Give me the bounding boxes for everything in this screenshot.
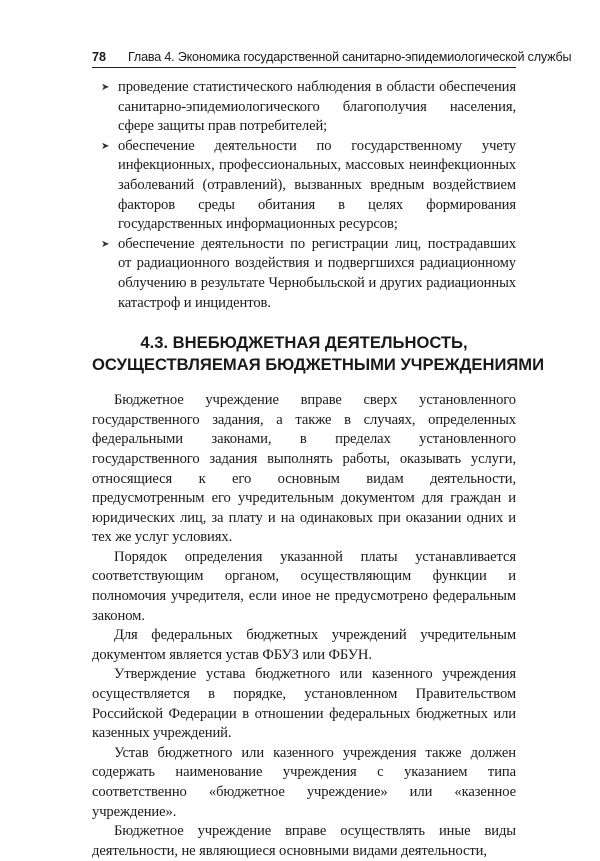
document-page <box>92 50 572 861</box>
chapter-title: Глава 4. Экономика государственной санитарно-эпидемиологической службы <box>128 50 572 64</box>
body-paragraph: Порядок определения указанной платы устанавливается соответствующим органом, осуществляющим функции и полномочия учредителя, если иное не предусмотрено федеральным законом. <box>92 548 516 624</box>
bullet-text: обеспечение деятельности по государственному учету инфекционных, профессиональных, массовых неинфекционных заболеваний (отравлений), вызванных вредным воздействием факторов среды обитания в целях формирования государственных информационных ресурсов; <box>118 137 516 233</box>
section-heading <box>92 332 545 376</box>
body-paragraph: Бюджетное учреждение вправе осуществлять иные виды деятельности, не являющиеся основными видами деятельности, <box>92 823 516 859</box>
bullet-marker-icon: ➤ <box>101 238 110 250</box>
body-paragraph: Для федеральных бюджетных учреждений учредительным документом является устав ФБУЗ или ФБУН. <box>92 627 516 663</box>
bullet-item <box>101 235 516 313</box>
section-heading-line-1: 4.3. ВНЕБЮДЖЕТНАЯ ДЕЯТЕЛЬНОСТЬ, <box>140 333 468 353</box>
bullet-item <box>101 137 516 235</box>
section-heading-line-2: ОСУЩЕСТВЛЯЕМАЯ БЮДЖЕТНЫМИ УЧРЕЖДЕНИЯМИ <box>92 355 545 375</box>
bullet-text: проведение статистического наблюдения в области обеспечения санитарно-эпидемиологического благополучия населения, сфере защиты прав потребителей; <box>118 79 516 135</box>
body-paragraph: Устав бюджетного или казенного учреждения также должен содержать наименование учреждения с указанием типа соответственно «бюджетное учреждение» или «казенное учреждение». <box>92 744 516 820</box>
page-number: 78 <box>92 50 107 64</box>
bullet-text: обеспечение деятельности по регистрации лиц, пострадавших от радиационного воздействия и подвергшихся радиационному облучению в результате Чернобыльской и других радиационных катастроф и инцидентов. <box>118 235 516 311</box>
body-paragraph: Утверждение устава бюджетного или казенного учреждения осуществляется в порядке, установленном Правительством Российской Федерации в отношении федеральных бюджетных или казенных учреждений. <box>92 666 516 742</box>
body-paragraph: Бюджетное учреждение вправе сверх установленного государственного задания, а также в случаях, определенных федеральными законами, в пределах установленного государственного задания выполнять работы, оказывать услуги, относящиеся к его основным видам деятельности, предусмотренным его учредительным документом для граждан и юридических лиц, за плату и на одинаковых при оказании одних и тех же услуг условиях. <box>92 392 516 546</box>
running-header <box>92 50 572 68</box>
bullet-marker-icon: ➤ <box>101 140 110 152</box>
bullet-marker-icon: ➤ <box>101 82 110 93</box>
bullet-list <box>92 78 516 313</box>
bullet-item <box>101 78 516 137</box>
